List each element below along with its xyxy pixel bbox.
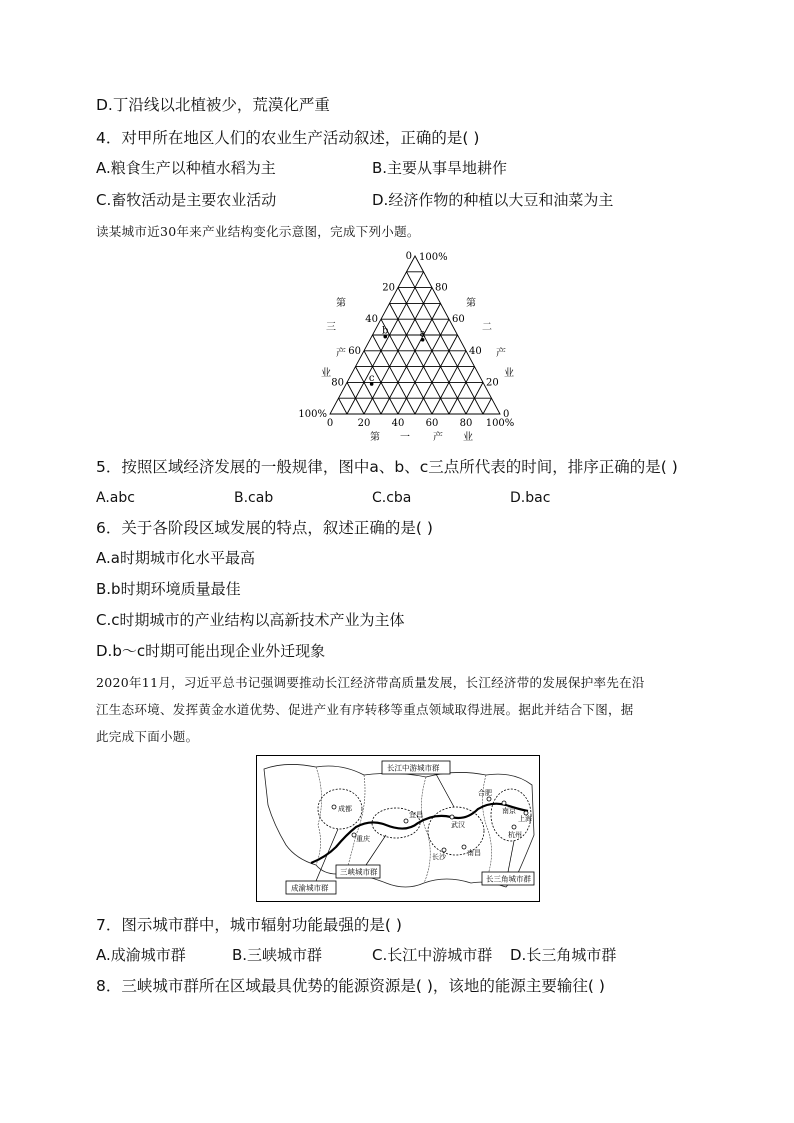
label-zhongyou: 长江中游城市群 <box>387 763 440 773</box>
ternary-gridline <box>373 335 416 414</box>
ternary-right-tick: 20 <box>486 377 499 389</box>
q5-option-a[interactable]: A.abc <box>96 490 135 506</box>
yangtze-map <box>256 755 540 902</box>
question-8: 8．三峡城市群所在区域最具优势的能源资源是( )，该地的能源主要输往( ) <box>96 977 605 995</box>
ternary-bottom-tick: 0 <box>326 418 334 429</box>
ternary-right-tick: 60 <box>452 314 465 326</box>
city-chengdu: 成都 <box>338 805 352 813</box>
ternary-bottom-tick: 100% <box>485 418 515 429</box>
ternary-gridline <box>390 303 450 414</box>
city-hefei: 合肥 <box>478 789 492 797</box>
city-yichang: 宜昌 <box>409 811 423 819</box>
ternary-left-tick: 100% <box>298 409 327 420</box>
ternary-right-axis-char: 业 <box>504 368 514 379</box>
label-sanjiao: 长三角城市群 <box>486 874 531 884</box>
ternary-left-tick: 20 <box>382 282 395 294</box>
label-chengyu: 成渝城市群 <box>291 883 329 893</box>
q5-option-d[interactable]: D.bac <box>510 490 551 506</box>
ternary-bottom-tick: 60 <box>425 418 439 429</box>
ternary-right-axis-char: 产 <box>496 348 506 359</box>
intro-map-line-2: 江生态环境、发挥黄金水道优势、促进产业有序转移等重点领域取得进展。据此并结合下图，据 <box>96 702 634 717</box>
q7-option-a[interactable]: A.成渝城市群 <box>96 946 186 964</box>
label-sanxia: 三峡城市群 <box>340 867 378 877</box>
ternary-point-label-c: c <box>368 372 375 384</box>
ternary-gridline <box>415 335 458 414</box>
ternary-bottom-axis-char: 产 <box>433 432 443 443</box>
question-7: 7．图示城市群中，城市辐射功能最强的是( ) <box>96 916 402 934</box>
option-line-prev: D.丁沿线以北植被少，荒漠化严重 <box>96 96 330 114</box>
ternary-bottom-axis-char: 第 <box>370 432 380 443</box>
ternary-bottom-axis-char: 业 <box>463 432 473 443</box>
ternary-grid <box>330 256 500 414</box>
ternary-top-tick: 100% <box>419 252 448 263</box>
ternary-right-axis-char: 第 <box>466 298 476 309</box>
city-shanghai: 上海 <box>518 815 532 823</box>
ternary-bottom-tick: 40 <box>391 418 405 429</box>
q7-option-d[interactable]: D.长三角城市群 <box>510 946 617 964</box>
intro-map-line-1: 2020年11月，习近平总书记强调要推动长江经济带高质量发展，长江经济带的发展保护率先在沿 <box>96 675 645 690</box>
q6-option-c[interactable]: C.c时期城市的产业结构以高新技术产业为主体 <box>96 611 405 629</box>
city-nanchang: 南昌 <box>467 849 481 857</box>
ternary-left-tick: 60 <box>348 345 361 357</box>
q4-option-d[interactable]: D.经济作物的种植以大豆和油菜为主 <box>372 191 614 209</box>
ternary-gridline <box>483 398 492 414</box>
ternary-left-axis-char: 业 <box>321 368 331 379</box>
q4-option-a[interactable]: A.粮食生产以种植水稻为主 <box>96 159 276 177</box>
ternary-left-axis-char: 第 <box>336 298 346 309</box>
ternary-right-tick: 80 <box>435 282 448 294</box>
q4-option-b[interactable]: B.主要从事旱地耕作 <box>372 159 508 177</box>
question-4: 4．对甲所在地区人们的农业生产活动叙述，正确的是( ) <box>96 129 480 147</box>
q5-option-c[interactable]: C.cba <box>372 490 412 506</box>
q5-option-b[interactable]: B.cab <box>234 490 274 506</box>
question-6: 6．关于各阶段区域发展的特点，叙述正确的是( ) <box>96 519 433 537</box>
q4-option-c[interactable]: C.畜牧活动是主要农业活动 <box>96 191 277 209</box>
ternary-left-axis-char: 三 <box>326 322 336 333</box>
ternary-left-tick: 40 <box>365 314 378 326</box>
intro-map-line-3: 此完成下面小题。 <box>96 729 199 744</box>
city-hangzhou: 杭州 <box>508 831 522 839</box>
ternary-bottom-tick: 80 <box>459 418 473 429</box>
ternary-right-tick: 0 <box>503 409 510 420</box>
q7-option-c[interactable]: C.长江中游城市群 <box>372 946 493 964</box>
q6-option-b[interactable]: B.b时期环境质量最佳 <box>96 580 241 598</box>
ternary-top-tick: 0 <box>405 251 412 262</box>
ternary-diagram <box>295 248 535 448</box>
ternary-right-tick: 40 <box>469 345 482 357</box>
ternary-point-label-b: b <box>382 325 389 337</box>
question-5: 5．按照区域经济发展的一般规律，图中a、b、c三点所代表的时间，排序正确的是( ) <box>96 458 678 476</box>
city-wuhan: 武汉 <box>451 821 465 829</box>
city-chongqing: 重庆 <box>356 835 370 843</box>
ternary-gridline <box>381 303 441 414</box>
ternary-gridline <box>339 398 348 414</box>
ternary-bottom-axis-char: 一 <box>400 432 410 443</box>
q6-option-d[interactable]: D.b～c时期可能出现企业外迁现象 <box>96 642 326 660</box>
ternary-left-axis-char: 产 <box>336 348 346 359</box>
ternary-point-label-a: a <box>419 328 426 340</box>
intro-ternary: 读某城市近30年来产业结构变化示意图，完成下列小题。 <box>96 224 420 239</box>
city-nanjing: 南京 <box>502 807 516 815</box>
q6-option-a[interactable]: A.a时期城市化水平最高 <box>96 549 255 567</box>
ternary-bottom-tick: 20 <box>357 418 371 429</box>
ternary-right-axis-char: 二 <box>482 322 492 333</box>
ternary-left-tick: 80 <box>331 377 344 389</box>
city-changsha: 长沙 <box>432 853 446 861</box>
q7-option-b[interactable]: B.三峡城市群 <box>232 946 323 964</box>
